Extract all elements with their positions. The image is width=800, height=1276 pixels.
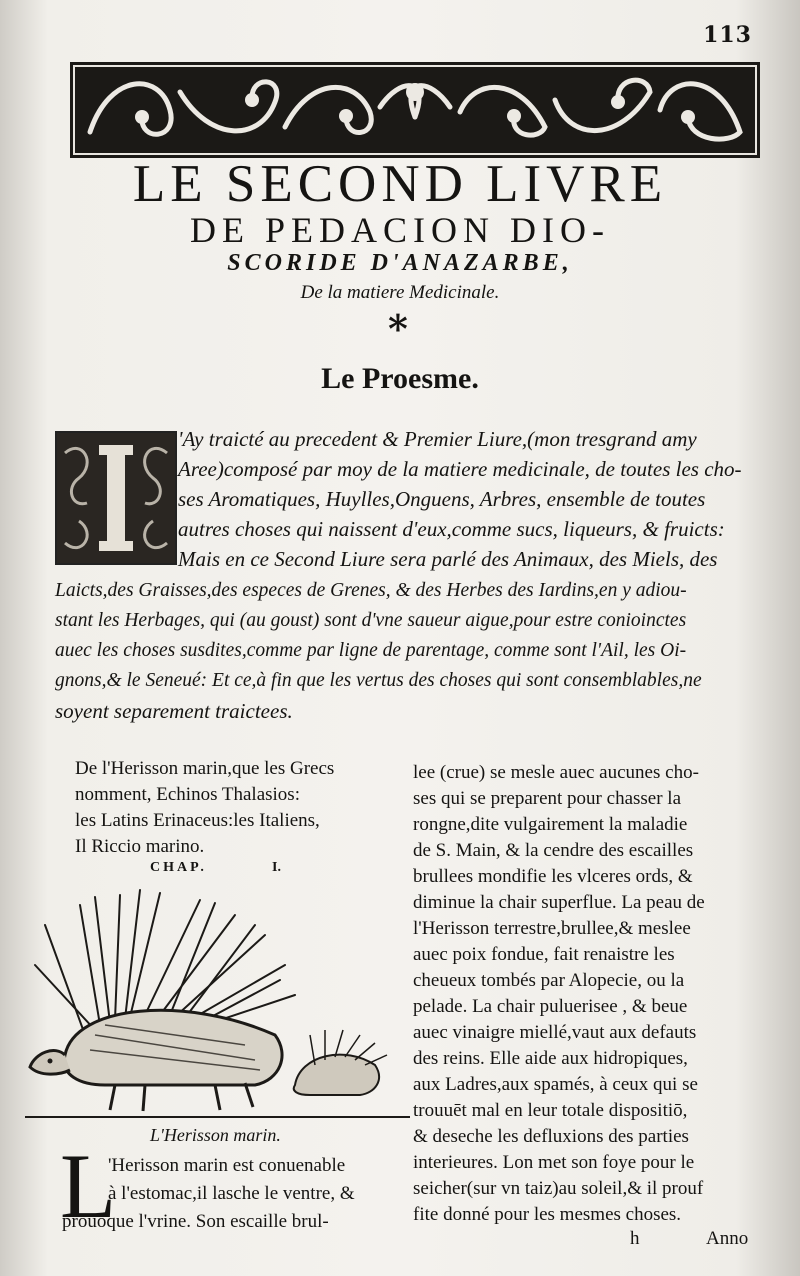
intro-line: autres choses qui naissent d'eux,comme sucs, liqueurs, & fruicts: [178,517,725,541]
section-heading: Le Proesme. [321,362,479,395]
page-number: 113 [703,22,752,48]
drop-cap-l: L [60,1135,117,1237]
right-body-line: lee (crue) se mesle auec aucunes cho- [413,762,699,783]
left-body-line: à l'estomac,il lasche le ventre, & [108,1183,355,1204]
intro-line: Mais en ce Second Liure sera parlé des Animaux, des Miels, des [178,547,718,571]
intro-line: Aree)composé par moy de la matiere medicinale, de toutes les cho- [178,457,742,481]
chapter-label: CHAP. [150,860,207,875]
intro-line: auec les choses susdites,comme par ligne de parentage, comme sont l'Ail, les Oi- [55,640,687,661]
right-body-line: fite donné pour les mesmes choses. [413,1204,682,1225]
ornament-headpiece-icon [70,62,760,158]
right-body-line: brullees mondifie les vlceres ords, & [413,866,693,887]
right-body-line: ses qui se preparent pour chasser la [413,788,682,809]
right-body-line: aux Ladres,aux spamés, à ceux qui se [413,1074,698,1095]
asterisk-ornament: * [388,306,408,351]
right-body-line: trouuēt mal en leur totale dispositiō, [413,1100,688,1121]
title-line-4: De la matiere Medicinale. [300,282,500,303]
intro-line: soyent separement traictees. [55,699,293,723]
chapter-number: I. [272,860,281,875]
porcupine-woodcut-icon [25,885,410,1120]
right-body-line: interieures. Lon met son foye pour le [413,1152,695,1173]
right-body-line: l'Herisson terrestre,brullee,& meslee [413,918,691,939]
right-body-line: des reins. Elle aide aux hidropiques, [413,1048,688,1069]
right-body-line: pelade. La chair puluerisee , & beue [413,996,688,1017]
chapter-heading-line: nomment, Echinos Thalasios: [75,784,300,805]
title-line-2: DE PEDACION DIO- [190,210,610,250]
left-body-line: 'Herisson marin est conuenable [108,1155,346,1176]
chapter-heading-line: les Latins Erinaceus:les Italiens, [75,810,320,831]
left-body-line: prouoque l'vrine. Son escaille brul- [62,1211,329,1232]
right-body-line: auec vinaigre miellé,vaut aux defauts [413,1022,697,1043]
right-body-line: cheueux tombés par Alopecie, ou la [413,970,685,991]
right-body-line: de S. Main, & la cendre des escailles [413,840,694,861]
title-line-3: SCORIDE D'ANAZARBE, [227,250,573,276]
intro-line: ses Aromatiques, Huylles,Onguens, Arbres, ensemble de toutes [178,487,706,511]
chapter-heading-line: De l'Herisson marin,que les Grecs [75,758,335,779]
right-body-line: & deseche les defluxions des parties [413,1126,689,1147]
right-body-line: auec poix fondue, fait renaistre les [413,944,675,965]
title-line-1: LE SECOND LIVRE [132,155,668,213]
intro-line: gnons,& le Seneué: Et ce,à fin que les vertus des choses qui sont consemblables,ne [55,670,702,691]
catchword: Anno [706,1228,749,1249]
intro-line: 'Ay traicté au precedent & Premier Liure,(mon tresgrand amy [178,427,697,451]
chapter-heading-line: Il Riccio marino. [75,836,205,857]
right-body-line: rongne,dite vulgairement la maladie [413,814,688,835]
right-body-line: seicher(sur vn taiz)au soleil,& il prouf [413,1178,704,1199]
signature-mark: h [630,1228,640,1249]
decorated-initial-i-icon [55,431,177,565]
intro-line: stant les Herbages, qui (au goust) sont d'vne saueur aigue,pour estre conioinctes [55,610,687,631]
figure-caption: L'Herisson marin. [150,1125,281,1145]
intro-line: Laicts,des Graisses,des especes de Grenes, & des Herbes des Iardins,en y adiou- [55,580,687,601]
right-body-line: diminue la chair superflue. La peau de [413,892,705,913]
